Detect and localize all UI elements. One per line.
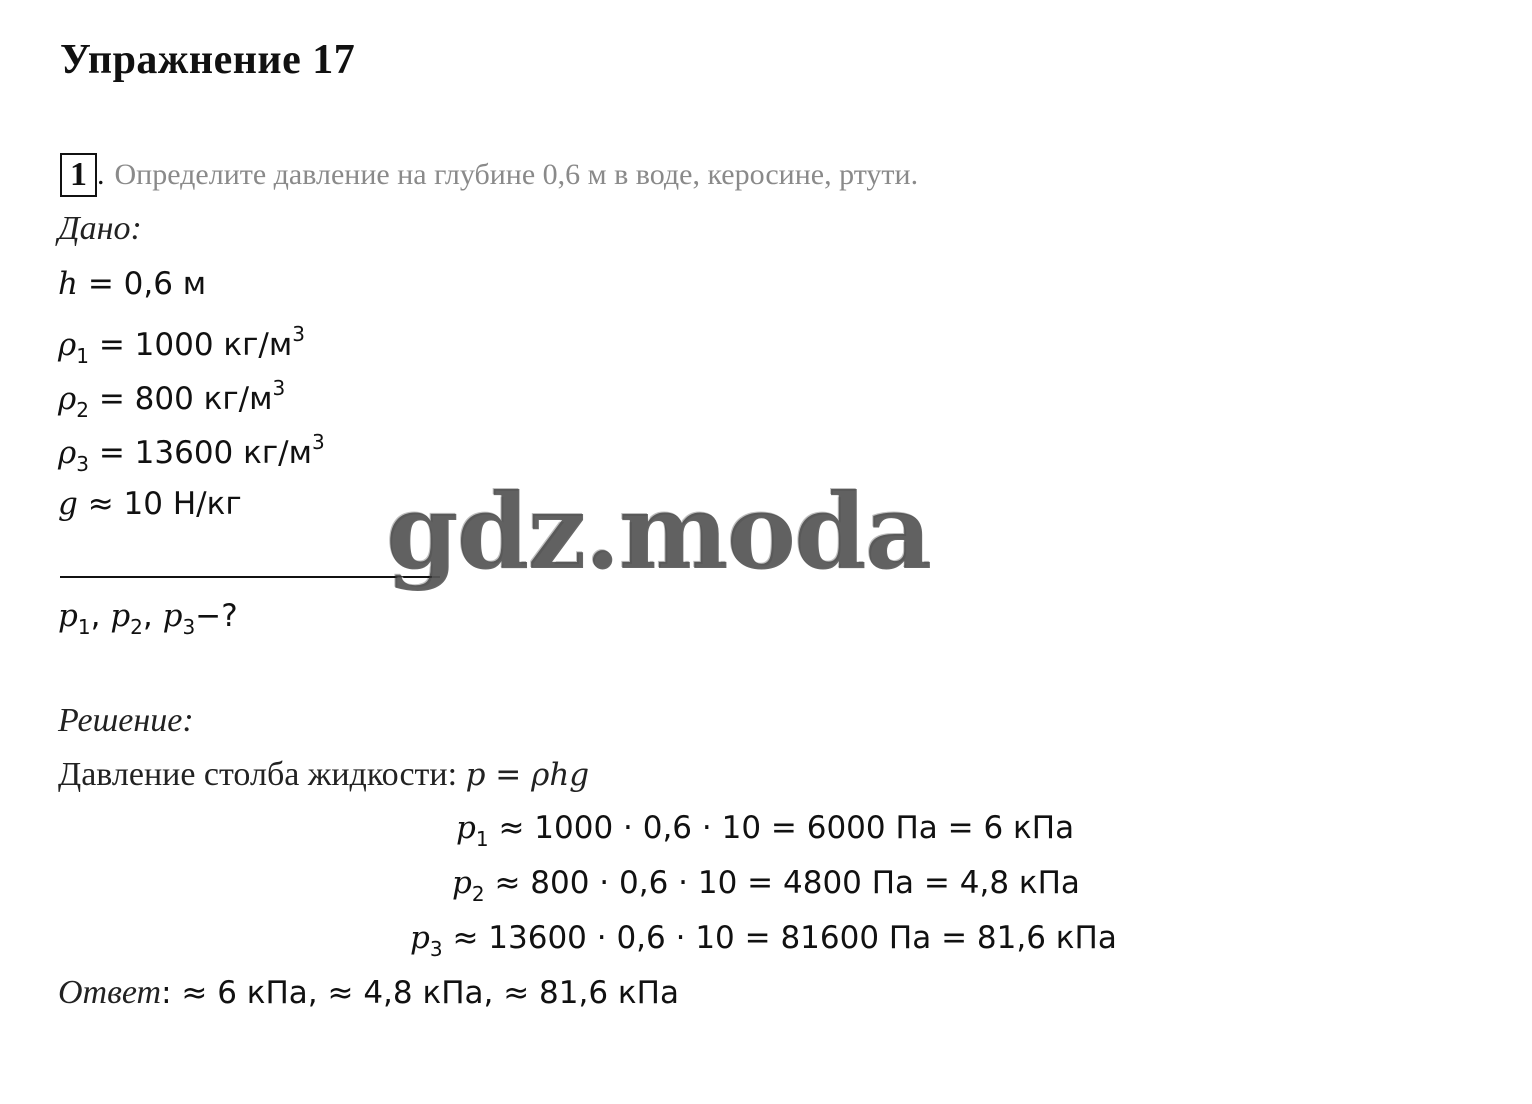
given-rho2: $\rho_2 = 800$ $кг/м^3$ (58, 376, 286, 422)
p2-calculation: $p_2 \approx 800 \cdot 0,6 \cdot 10 = 4800$ Па = 4,8 кПа (452, 865, 1080, 906)
unknowns: $p_1$, $p_2$, $p_3-$? (58, 598, 238, 639)
answer-line (58, 974, 679, 1012)
task-number: 1 (60, 153, 97, 197)
formula-line: Давление столба жидкости: p = ρhg (58, 756, 590, 793)
solution-label: Решение: (58, 702, 194, 739)
task-number-dot: . (97, 158, 105, 191)
task-text: Определите давление на глубине 0,6 м в воде, керосине, ртути. (114, 158, 919, 191)
p3-calculation: $p_3 \approx 13600 \cdot 0,6 \cdot 10 = 81600$ Па = 81,6 кПа (410, 920, 1117, 961)
watermark-logo: gdz.moda (386, 470, 931, 593)
page-title: Упражнение 17 (60, 37, 356, 83)
p1-calculation: $p_1 \approx 1000 \cdot 0,6 \cdot 10 = 6000$ Па = 6 кПа (456, 810, 1075, 851)
answer-label: Ответ (58, 974, 162, 1011)
given-rho1: $\rho_1 = 1000$ $кг/м^3$ (58, 322, 305, 368)
given-rho3: $\rho_3 = 13600$ $кг/м^3$ (58, 430, 325, 476)
given-g: g ≈ 10 Н/кг (58, 486, 242, 522)
given-divider (60, 576, 440, 578)
answer-value: : ≈ 6 кПа, ≈ 4,8 кПа, ≈ 81,6 кПа (161, 975, 679, 1011)
task-statement (60, 152, 918, 198)
given-h: h = 0,6 м (58, 266, 207, 302)
given-label: Дано: (58, 210, 142, 247)
